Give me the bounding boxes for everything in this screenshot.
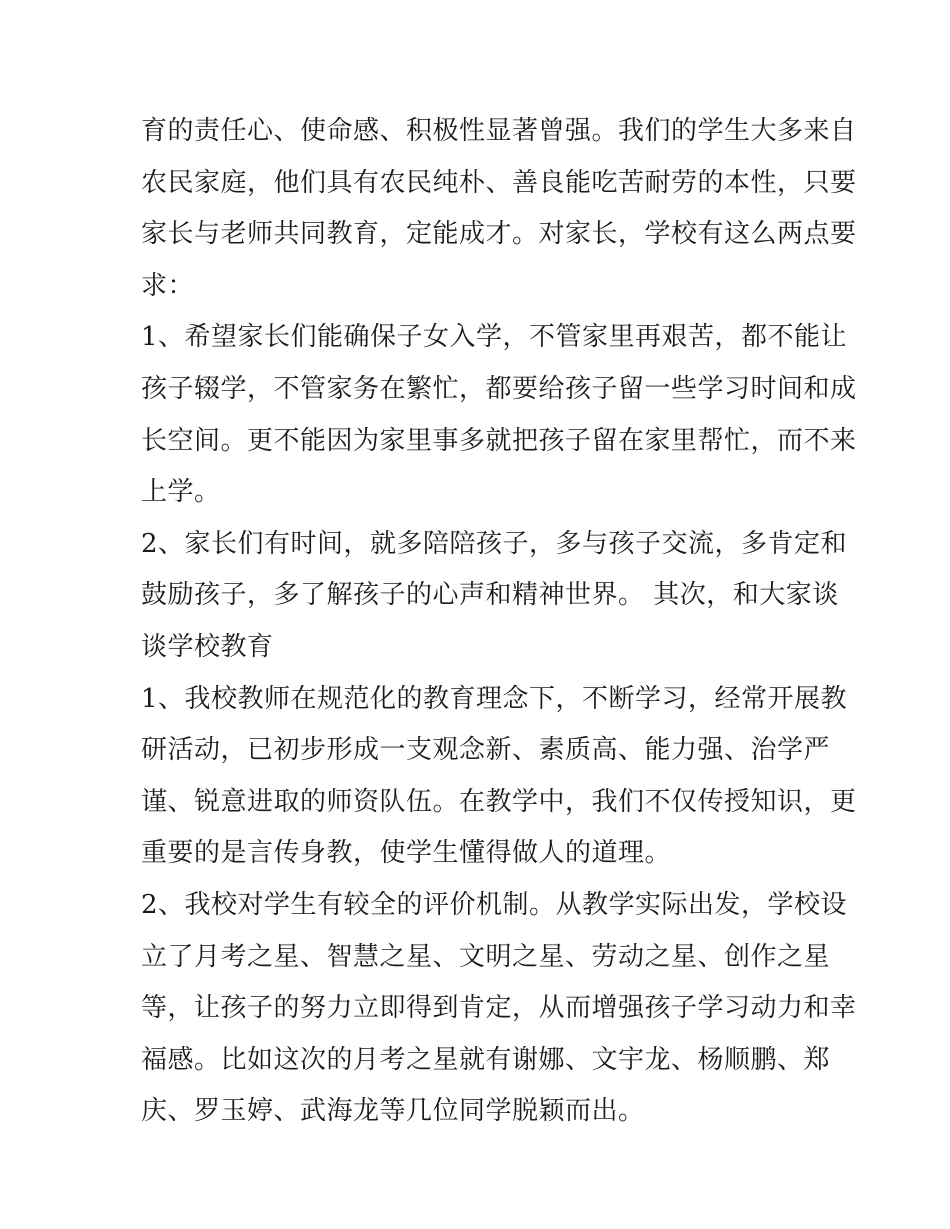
text-line: 上学。: [141, 477, 221, 508]
text-line: 农民家庭，他们具有农民纯朴、善良能吃苦耐劳的本性，只要: [141, 167, 857, 198]
body-text: [141, 106, 857, 1138]
text-line: 研活动，已初步形成一支观念新、素质高、能力强、治学严: [141, 735, 831, 766]
text-line: 谈学校教育: [141, 631, 274, 662]
text-line: 2、我校对学生有较全的评价机制。从教学实际出发，学校设: [141, 889, 848, 920]
text-line: 求：: [141, 270, 195, 301]
text-line: 育的责任心、使命感、积极性显著曾强。我们的学生大多来自: [141, 116, 857, 146]
text-line: 等，让孩子的努力立即得到肯定，从而增强孩子学习动力和幸: [141, 993, 857, 1024]
text-line: 长空间。更不能因为家里事多就把孩子留在家里帮忙，而不来: [141, 425, 857, 456]
text-line: 鼓励孩子，多了解孩子的心声和精神世界。 其次，和大家谈: [141, 580, 839, 611]
text-line: 家长与老师共同教育，定能成才。对家长，学校有这么两点要: [141, 219, 857, 250]
text-line: 谨、锐意进取的师资队伍。在教学中，我们不仅传授知识，更: [141, 786, 857, 817]
text-line: 1、希望家长们能确保子女入学，不管家里再艰苦，都不能让: [141, 322, 848, 353]
text-line: 2、家长们有时间，就多陪陪孩子，多与孩子交流，多肯定和: [141, 528, 848, 559]
text-line: 庆、罗玉婷、武海龙等几位同学脱颖而出。: [141, 1096, 645, 1127]
text-line: 福感。比如这次的月考之星就有谢娜、文宇龙、杨顺鹏、郑: [141, 1044, 831, 1075]
text-line: 重要的是言传身教，使学生懂得做人的道理。: [141, 838, 672, 869]
text-line: 孩子辍学，不管家务在繁忙，都要给孩子留一些学习时间和成: [141, 373, 857, 404]
text-line: 1、我校教师在规范化的教育理念下，不断学习，经常开展教: [141, 683, 848, 714]
text-line: 立了月考之星、智慧之星、文明之星、劳动之星、创作之星: [141, 941, 831, 972]
